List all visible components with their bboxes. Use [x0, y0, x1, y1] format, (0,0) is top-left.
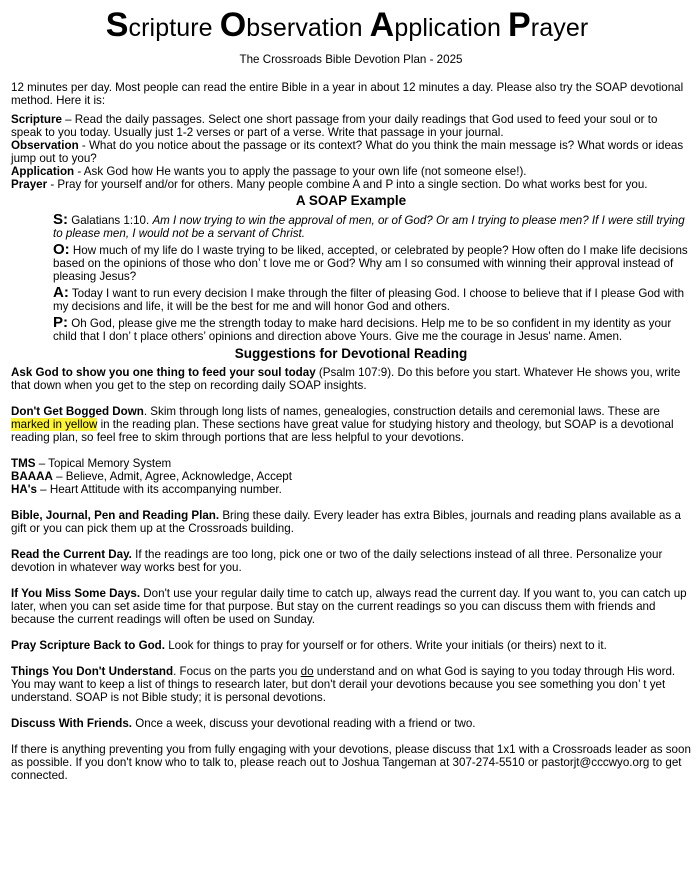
- suggestion-pray-scripture: [11, 639, 691, 652]
- suggestion-text: . Skim through long lists of names, genealogies, construction details and ceremonial laws. These are: [143, 405, 660, 418]
- example-scripture: [53, 213, 691, 240]
- title-a: A: [369, 6, 395, 44]
- example-text: How much of my life do I waste trying to be liked, accepted, or celebrated by people? How often do I make life decisions based on the opinions of those who don’ t love me or God? Why am I so consumed with winning their approval instead of pleasing Jesus?: [53, 244, 688, 283]
- legend-has: [11, 483, 691, 496]
- legend-text: – Topical Memory System: [35, 457, 172, 470]
- suggestion-dont-understand: [11, 665, 691, 704]
- definition-text: - What do you notice about the passage or its context? What do you think the main message is? What words or ideas jump out to you?: [11, 139, 684, 165]
- definition-term: Prayer: [11, 178, 48, 191]
- definition-term: Scripture: [11, 113, 62, 126]
- legend-term: HA's: [11, 483, 37, 496]
- suggestion-text: Bring these daily. Every leader has extra Bibles, journals and reading plans available as a gift or you can pick them up at the Crossroads building.: [11, 509, 681, 535]
- example-letter: A:: [53, 284, 69, 301]
- title-s-rest: cripture: [128, 14, 220, 42]
- example-text: Today I want to run every decision I make through the filter of pleasing God. I choose to believe that if I please God with my decisions and life, it will be the best for me and will honor God and others.: [53, 287, 685, 313]
- suggestion-text: understand and on what God is saying to you today through His word. You may want to keep a list of things to research later, but don't derail your devotions because you see something you don’ t yet understand. SOAP is not Bible study; it is personal devotions.: [11, 665, 676, 704]
- suggestion-bible-journal: [11, 509, 691, 535]
- legend-text: – Believe, Admit, Agree, Acknowledge, Accept: [52, 470, 292, 483]
- suggestion-bogged-down: [11, 405, 691, 444]
- underlined-word: do: [300, 665, 314, 678]
- example-text: Oh God, please give me the strength today to make hard decisions. Help me to be so confident in my identity as your child that I don’ t place others’ opinions and direction above Yours. Give me the courage in Jesus' name. Amen.: [53, 317, 672, 343]
- suggestion-text: . Focus on the parts you: [173, 665, 301, 678]
- intro-paragraph: 12 minutes per day. Most people can read the entire Bible in a year in about 12 minutes a day. Please also try the SOAP devotional method. Here it is:: [11, 81, 684, 107]
- example-prayer: [53, 316, 691, 343]
- closing-paragraph: If there is anything preventing you from fully engaging with your devotions, please discuss that 1x1 with a Crossroads leader as soon as possible. If you don't know who to talk to, please reach out to Joshua Tangeman at 307-274-5510 or pastorjt@cccwyo.org to get connected.: [11, 743, 691, 782]
- suggestion-title: Don't Get Bogged Down: [11, 405, 144, 418]
- definition-prayer: [11, 178, 691, 191]
- suggestion-title: Ask God to show you one thing to feed your soul today: [11, 366, 316, 379]
- legend-baaaa: [11, 470, 691, 483]
- suggestion-text: Look for things to pray for yourself or for others. Write your initials (or theirs) next to it.: [165, 639, 607, 652]
- suggestion-text: in the reading plan. These sections have great value for studying history and theology, but SOAP is a devotional reading plan, so feel free to skim through portions that are less helpful to your devotions.: [11, 418, 674, 444]
- definition-text: - Pray for yourself and/or for others. Many people combine A and P into a single section. Do what works best for you.: [47, 178, 648, 191]
- suggestion-title: Things You Don't Understand: [11, 665, 174, 678]
- definition-observation: [11, 139, 691, 165]
- suggestion-title: If You Miss Some Days.: [11, 587, 141, 600]
- legend-text: – Heart Attitude with its accompanying number.: [36, 483, 282, 496]
- title-p-rest: rayer: [530, 14, 589, 42]
- title-a-rest: pplication: [394, 14, 509, 42]
- title-o: O: [219, 6, 247, 44]
- title-s: S: [105, 6, 129, 44]
- example-letter: O:: [53, 241, 70, 258]
- suggestions-heading: Suggestions for Devotional Reading: [234, 346, 468, 361]
- title-o-rest: bservation: [246, 14, 370, 42]
- title-p: P: [508, 6, 531, 44]
- definition-application: [11, 165, 691, 178]
- suggestion-title: Pray Scripture Back to God.: [11, 639, 165, 652]
- definition-term: Observation: [11, 139, 79, 152]
- suggestion-text: Once a week, discuss your devotional reading with a friend or two.: [132, 717, 476, 730]
- suggestion-miss-days: [11, 587, 691, 626]
- soap-example-heading: A SOAP Example: [295, 193, 407, 208]
- suggestion-ask-god: [11, 366, 691, 392]
- definition-term: Application: [11, 165, 75, 178]
- example-reference: Galatians 1:10.: [68, 214, 153, 227]
- legend-tms: [11, 457, 691, 470]
- document-page: [11, 8, 691, 782]
- suggestion-current-day: [11, 548, 691, 574]
- example-letter: P:: [53, 314, 68, 331]
- suggestion-text: (Psalm 107:9). Do this before you start. Whatever He shows you, write that down when you get to the step on recording daily SOAP insights.: [11, 366, 681, 392]
- definition-scripture: [11, 113, 691, 139]
- suggestion-text: Don't use your regular daily time to catch up, always read the current day. If you want to, you can catch up later, when you can set aside time for that purpose. But stay on the current readings so you can discuss them with friends and because the current readings will often be used on Sunday.: [11, 587, 687, 626]
- legend-term: TMS: [11, 457, 36, 470]
- suggestion-title: Read the Current Day.: [11, 548, 132, 561]
- suggestion-title: Discuss With Friends.: [11, 717, 133, 730]
- example-quote: Am I now trying to win the approval of men, or of God? Or am I trying to please men? If I were still trying to please men, I would not be a servant of Christ.: [53, 214, 685, 240]
- suggestion-text: If the readings are too long, pick one or two of the daily selections instead of all three. Personalize your devotion in whatever way works best for you.: [11, 548, 663, 574]
- example-letter: S:: [53, 211, 68, 228]
- definition-text: - Ask God how He wants you to apply the passage to your own life (not someone else!).: [74, 165, 527, 178]
- suggestion-discuss-friends: [11, 717, 691, 730]
- example-observation: [53, 243, 691, 283]
- example-application: [53, 286, 691, 313]
- yellow-highlight: marked in yellow: [11, 418, 98, 431]
- legend-term: BAAAA: [11, 470, 53, 483]
- page-subtitle: The Crossroads Bible Devotion Plan - 2025: [239, 53, 463, 66]
- page-title: [3, 8, 691, 45]
- suggestion-title: Bible, Journal, Pen and Reading Plan.: [11, 509, 220, 522]
- definition-text: – Read the daily passages. Select one short passage from your daily readings that God used to feed your soul or to speak to you today. Usually just 1-2 verses or part of a verse. Write that passage in your journal.: [11, 113, 658, 139]
